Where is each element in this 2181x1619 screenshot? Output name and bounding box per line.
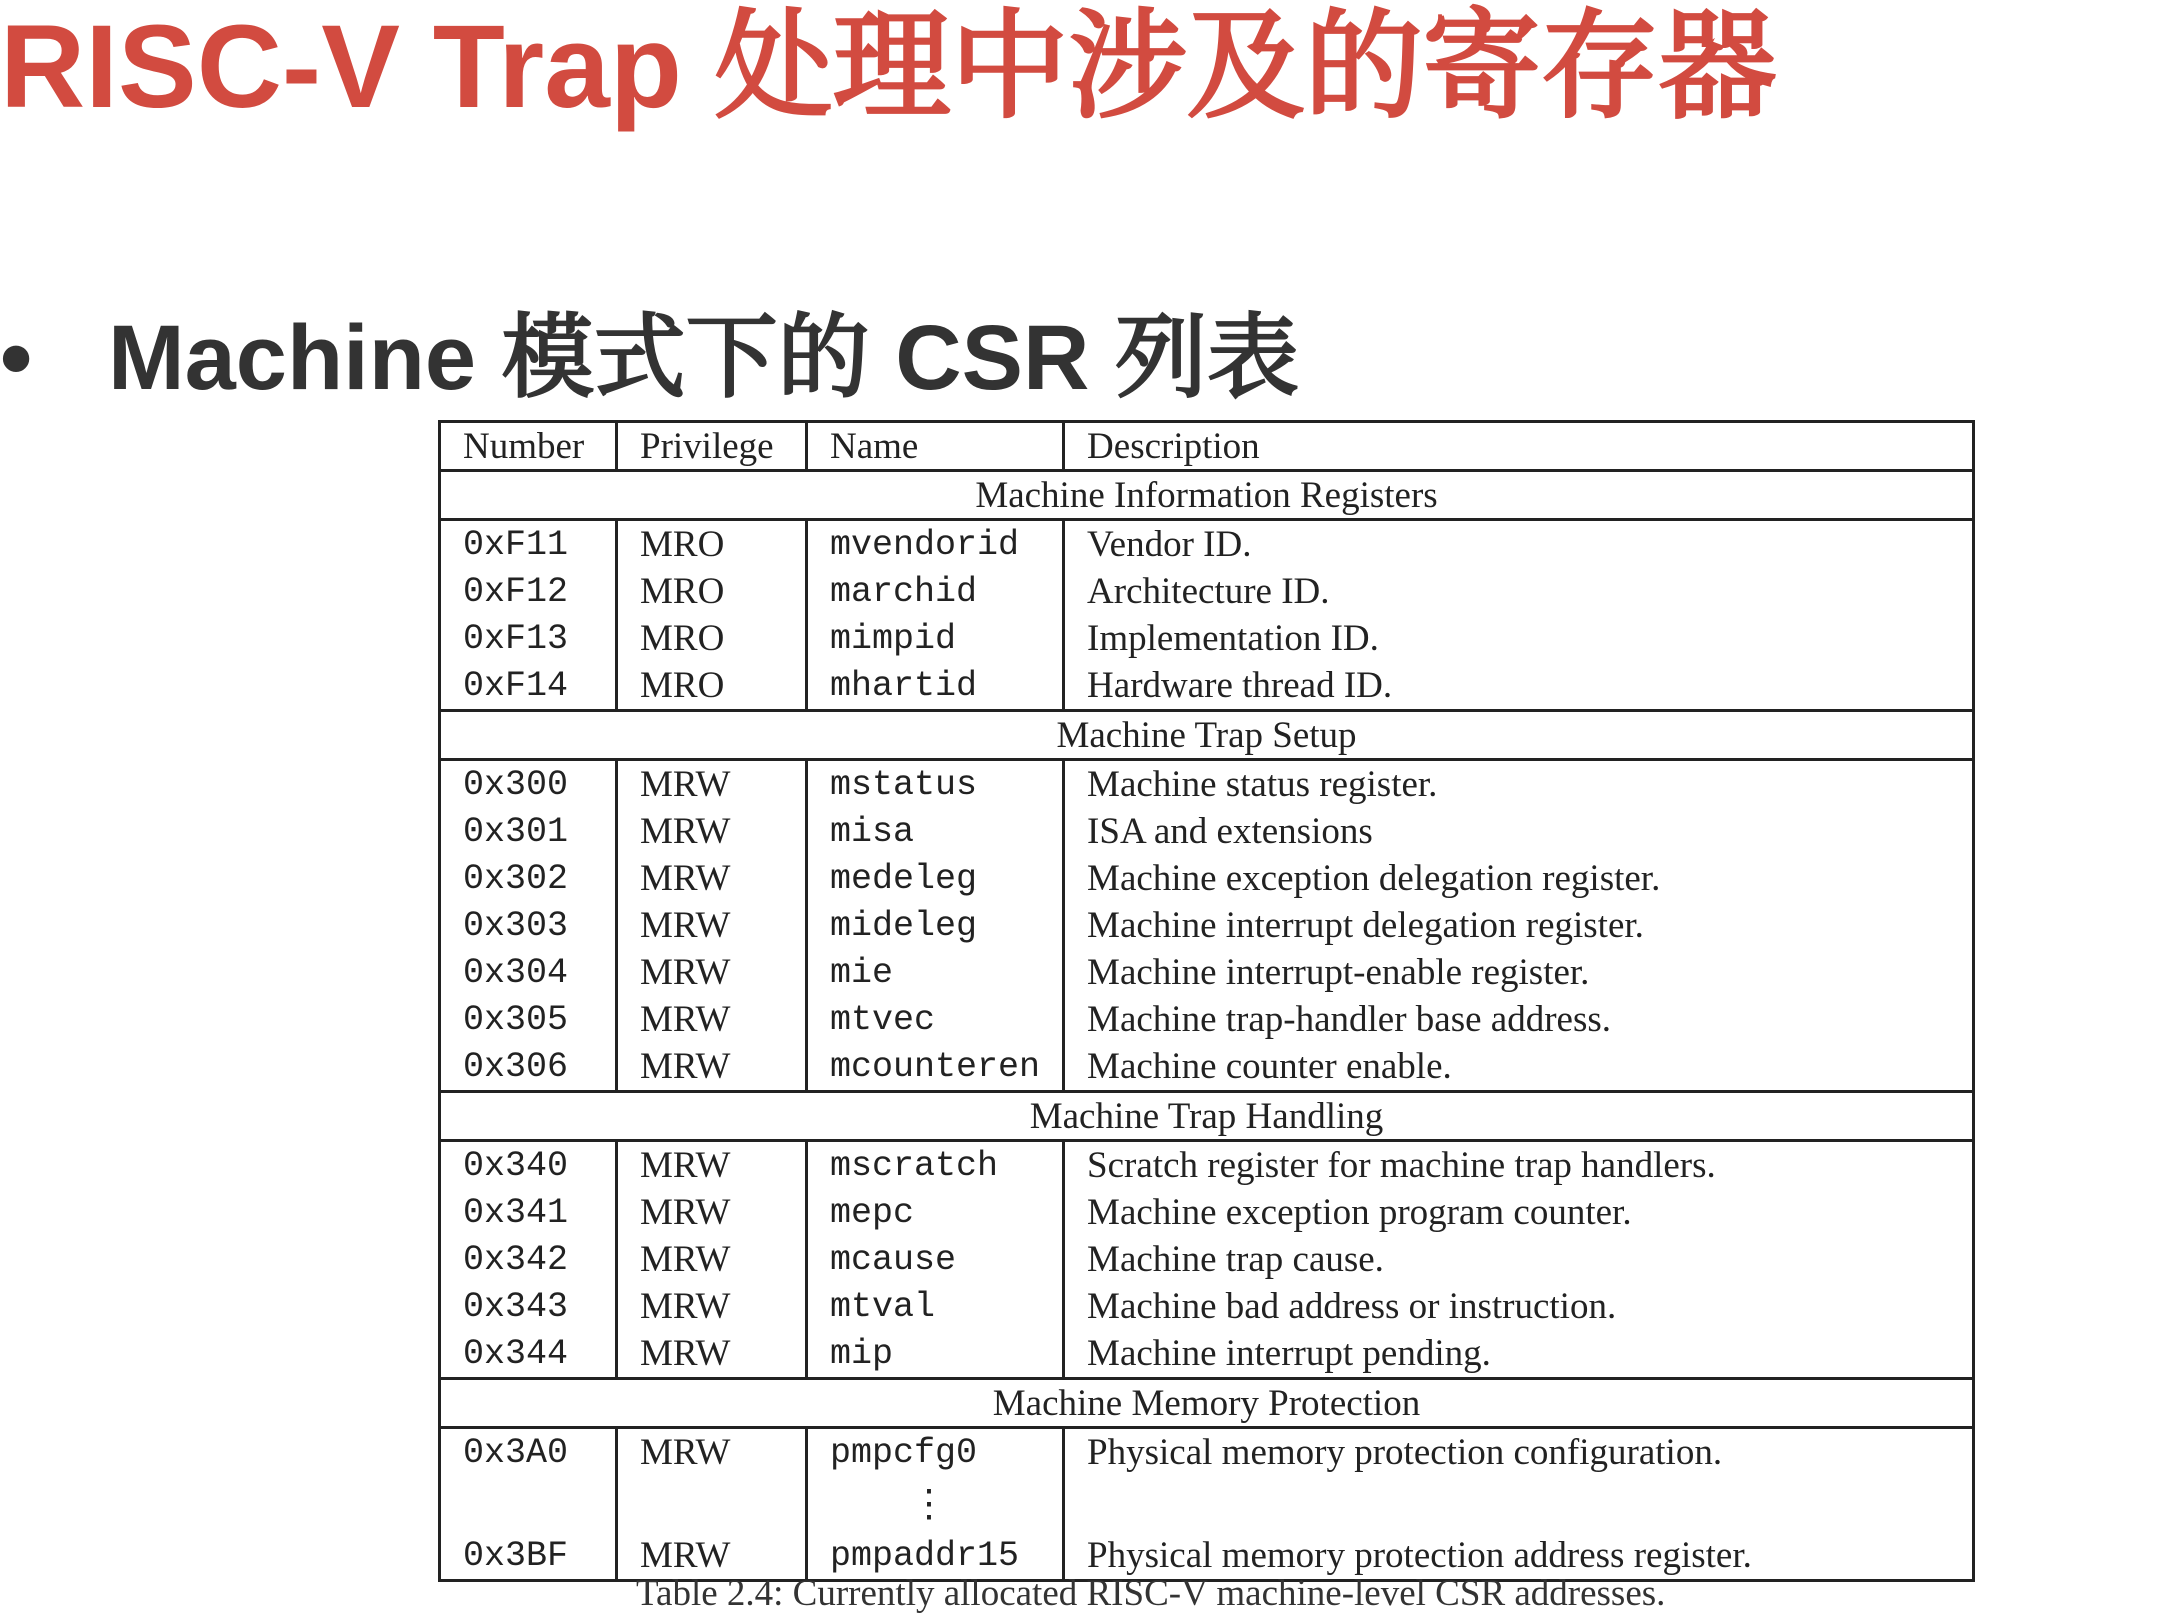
cell-name: mepc (807, 1189, 1064, 1236)
cell-description: Machine counter enable. (1064, 1043, 1974, 1092)
table-row (440, 1428, 1974, 1477)
group-header-row (440, 711, 1974, 760)
table-row (440, 1236, 1974, 1283)
table-row (440, 855, 1974, 902)
table-row (440, 760, 1974, 809)
group-title: Machine Information Registers (440, 471, 1974, 520)
header-description: Description (1064, 422, 1974, 471)
cell-name: mcounteren (807, 1043, 1064, 1092)
cell-privilege: MRW (617, 1236, 807, 1283)
table-row (440, 949, 1974, 996)
cell-privilege: MRO (617, 568, 807, 615)
cell-description: Machine exception program counter. (1064, 1189, 1974, 1236)
cell-number: 0x342 (440, 1236, 617, 1283)
cell-name: mtvec (807, 996, 1064, 1043)
cell-name: mimpid (807, 615, 1064, 662)
cell-number: 0x300 (440, 760, 617, 809)
cell-description: Machine interrupt pending. (1064, 1330, 1974, 1379)
table-row (440, 1283, 1974, 1330)
table-row (440, 1141, 1974, 1190)
cell-description: Vendor ID. (1064, 520, 1974, 569)
cell-number: 0xF13 (440, 615, 617, 662)
csr-table (438, 420, 1975, 1582)
cell-name: pmpcfg0 (807, 1428, 1064, 1477)
cell-description: Physical memory protection configuration. (1064, 1428, 1974, 1477)
cell-description: Machine trap cause. (1064, 1236, 1974, 1283)
table-row (440, 1330, 1974, 1379)
cell-name: mie (807, 949, 1064, 996)
cell-privilege: MRW (617, 949, 807, 996)
table-row (440, 520, 1974, 569)
table-caption: Table 2.4: Currently allocated RISC-V machine-level CSR addresses. (636, 1573, 1666, 1614)
cell-description: Hardware thread ID. (1064, 662, 1974, 711)
group-title: Machine Trap Setup (440, 711, 1974, 760)
table-header-row (440, 422, 1974, 471)
cell-privilege: MRW (617, 996, 807, 1043)
cell-number: 0x3BF (440, 1532, 617, 1581)
cell-number: 0x340 (440, 1141, 617, 1190)
group-header-row (440, 1379, 1974, 1428)
cell-privilege: MRW (617, 1283, 807, 1330)
cell-number: 0x306 (440, 1043, 617, 1092)
cell-number: 0x343 (440, 1283, 617, 1330)
header-privilege: Privilege (617, 422, 807, 471)
cell-name: mhartid (807, 662, 1064, 711)
group-header-row (440, 471, 1974, 520)
cell-description: Scratch register for machine trap handlers. (1064, 1141, 1974, 1190)
cell-description: Machine exception delegation register. (1064, 855, 1974, 902)
bullet-dot: • (0, 307, 33, 409)
cell-description: ISA and extensions (1064, 808, 1974, 855)
cell-description: Machine bad address or instruction. (1064, 1283, 1974, 1330)
cell-name: mstatus (807, 760, 1064, 809)
cell-description: Machine interrupt-enable register. (1064, 949, 1974, 996)
cell-description: Architecture ID. (1064, 568, 1974, 615)
table-row (440, 808, 1974, 855)
ellipsis-cell (807, 1476, 1064, 1532)
slide-title: RISC-V Trap 处理中涉及的寄存器 (0, 1, 1777, 133)
cell-name: pmpaddr15 (807, 1532, 1064, 1581)
group-title: Machine Memory Protection (440, 1379, 1974, 1428)
cell-privilege: MRW (617, 1330, 807, 1379)
table-row (440, 662, 1974, 711)
cell-number: 0x341 (440, 1189, 617, 1236)
cell-number: 0x303 (440, 902, 617, 949)
cell-privilege: MRO (617, 662, 807, 711)
cell-number: 0x3A0 (440, 1428, 617, 1477)
cell-description: Machine interrupt delegation register. (1064, 902, 1974, 949)
cell-privilege: MRW (617, 1428, 807, 1477)
bullet-text: Machine 模式下的 CSR 列表 (108, 307, 1300, 409)
cell-privilege: MRO (617, 520, 807, 569)
cell-name: misa (807, 808, 1064, 855)
group-title: Machine Trap Handling (440, 1092, 1974, 1141)
cell-description: Machine status register. (1064, 760, 1974, 809)
cell-name: mscratch (807, 1141, 1064, 1190)
cell-number: 0x304 (440, 949, 617, 996)
header-number: Number (440, 422, 617, 471)
cell-name: marchid (807, 568, 1064, 615)
cell-number: 0xF14 (440, 662, 617, 711)
header-name: Name (807, 422, 1064, 471)
cell-name: medeleg (807, 855, 1064, 902)
cell-description: Machine trap-handler base address. (1064, 996, 1974, 1043)
cell-privilege: MRO (617, 615, 807, 662)
cell-privilege: MRW (617, 1189, 807, 1236)
table-row (440, 568, 1974, 615)
cell-number: 0x305 (440, 996, 617, 1043)
cell-name: mvendorid (807, 520, 1064, 569)
cell-privilege: MRW (617, 1141, 807, 1190)
cell-number: 0x302 (440, 855, 617, 902)
cell-number: 0xF12 (440, 568, 617, 615)
cell-privilege: MRW (617, 808, 807, 855)
cell-number: 0xF11 (440, 520, 617, 569)
cell-description: Physical memory protection address register. (1064, 1532, 1974, 1581)
empty-cell (440, 1476, 617, 1532)
cell-name: mip (807, 1330, 1064, 1379)
cell-privilege: MRW (617, 1532, 807, 1581)
ellipsis-row (440, 1476, 1974, 1532)
bullet-line (0, 307, 1300, 409)
cell-name: mcause (807, 1236, 1064, 1283)
vertical-ellipsis: ⋮ (910, 1482, 948, 1525)
table-row (440, 902, 1974, 949)
cell-privilege: MRW (617, 1043, 807, 1092)
table-body (440, 471, 1974, 1581)
cell-privilege: MRW (617, 902, 807, 949)
table-row (440, 615, 1974, 662)
empty-cell (1064, 1476, 1974, 1532)
cell-privilege: MRW (617, 855, 807, 902)
cell-number: 0x301 (440, 808, 617, 855)
table-row (440, 1043, 1974, 1092)
group-header-row (440, 1092, 1974, 1141)
cell-privilege: MRW (617, 760, 807, 809)
cell-name: mideleg (807, 902, 1064, 949)
cell-name: mtval (807, 1283, 1064, 1330)
table-row (440, 996, 1974, 1043)
cell-description: Implementation ID. (1064, 615, 1974, 662)
cell-number: 0x344 (440, 1330, 617, 1379)
table-row (440, 1189, 1974, 1236)
empty-cell (617, 1476, 807, 1532)
